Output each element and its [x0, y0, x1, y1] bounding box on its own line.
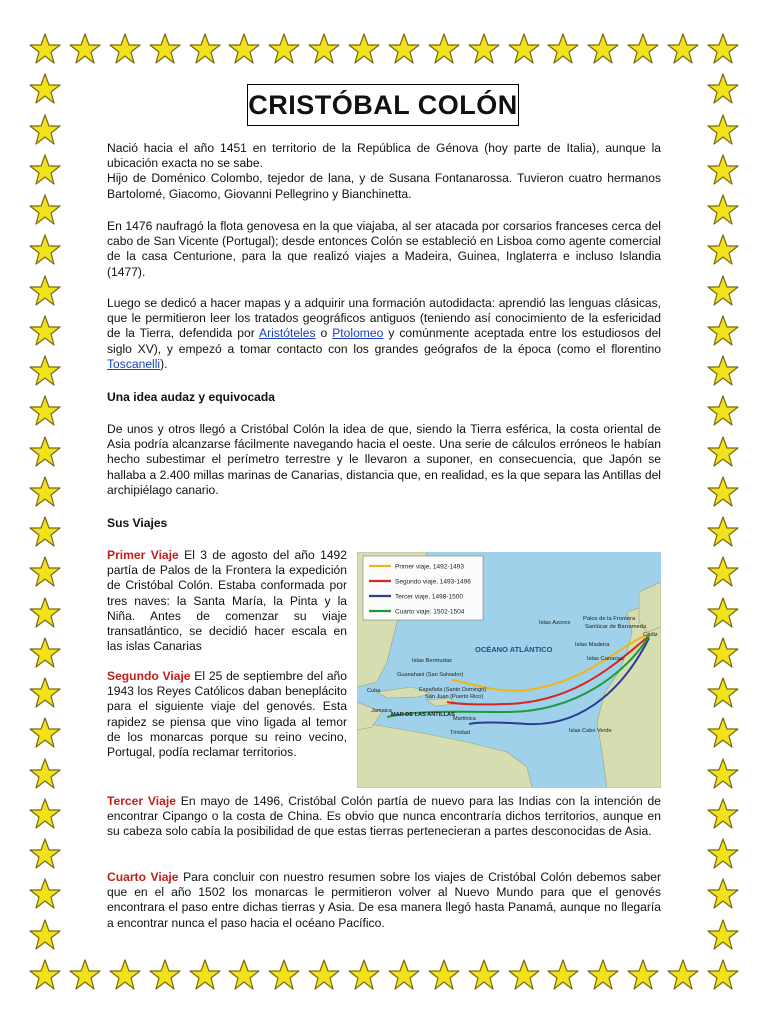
paragraph-segundo-viaje — [107, 669, 347, 760]
star-icon — [706, 636, 740, 670]
paragraph-text: El 25 de septiembre del año 1943 los Reyes Católicos daban beneplácito para el siguiente viaje del genovés. Esta rapidez se piensa que vino ligada al temor de los monarcas porque su reino vecino, Portugal, podía reclamar territorios. — [107, 669, 347, 760]
star-icon — [307, 32, 341, 66]
label-espanola: Española (Santo Domingo) — [419, 687, 487, 693]
star-icon — [28, 676, 62, 710]
paragraph-birth — [107, 141, 661, 202]
star-icon — [347, 32, 381, 66]
star-icon — [28, 153, 62, 187]
paragraph-text: Para concluir con nuestro resumen sobre los viajes de Cristóbal Colón debemos saber que en el año 1502 los monarcas le permitieron volver al Nuevo Mundo para que el genovés encontrara el paso entre dichas tierras y Asia. De esa manera llegó hasta Panamá, aunque no llegaría a encontrar nunca el paso hacia el océano Pacífico. — [107, 870, 661, 930]
star-icon — [586, 958, 620, 992]
label-martinica: Martinica — [453, 716, 476, 722]
star-icon — [387, 958, 421, 992]
star-icon — [28, 435, 62, 469]
legend-label: Primer viaje, 1492-1493 — [395, 563, 465, 571]
star-icon — [28, 958, 62, 992]
star-icon — [68, 32, 102, 66]
star-icon — [108, 32, 142, 66]
star-icon — [546, 32, 580, 66]
paragraph-text: ). — [160, 356, 168, 371]
star-icon — [706, 233, 740, 267]
star-icon — [68, 958, 102, 992]
star-icon — [28, 113, 62, 147]
star-icon — [507, 958, 541, 992]
star-icon — [28, 636, 62, 670]
voyages-map — [357, 552, 661, 788]
star-icon — [706, 555, 740, 589]
ocean-label: OCÉANO ATLÁNTICO — [475, 645, 553, 654]
star-icon — [706, 72, 740, 106]
paragraph-text: El 3 de agosto del año 1492 partía de Palos de la Frontera la expedición de Cristóbal Colón. Estaba conformada por tres naves: la Santa María, la Pinta y la Niña. Antes de comenzar su viaje transatlántico, se decidió hacer escala en las islas Canarias — [107, 548, 348, 654]
label-bermudas: Islas Bermudas — [412, 658, 452, 664]
legend-label: Tercer viaje, 1498-1500 — [395, 593, 463, 601]
legend-label: Cuarto viaje, 1502-1504 — [395, 608, 465, 616]
map-landmass-south-america — [357, 722, 532, 788]
paragraph-cuarto-viaje — [107, 870, 661, 931]
label-palos: Palos de la Frontera — [583, 616, 636, 622]
star-icon — [706, 837, 740, 871]
paragraph-text: Luego se dedicó a hacer mapas y a adquirir una formación autodidacta: aprendió las lenguas clásicas, que le permitieron leer los tratados geográficos antiguos (teniendo así conocimiento de la esfericidad de la Tierra, defendida por — [107, 296, 661, 341]
star-icon — [148, 958, 182, 992]
star-icon — [267, 32, 301, 66]
star-icon — [706, 354, 740, 388]
star-icon — [706, 153, 740, 187]
star-icon — [28, 354, 62, 388]
star-icon — [28, 32, 62, 66]
star-icon — [626, 32, 660, 66]
star-icon — [227, 958, 261, 992]
label-mar-antillas: MAR DE LAS ANTILLAS — [391, 712, 455, 718]
paragraph-tercer-viaje — [107, 794, 661, 840]
star-icon — [28, 918, 62, 952]
star-icon — [706, 716, 740, 750]
star-icon — [28, 233, 62, 267]
label-segundo-viaje: Segundo Viaje — [107, 669, 191, 683]
star-icon — [427, 958, 461, 992]
label-madeira: Islas Madeira — [575, 642, 610, 648]
star-icon — [706, 877, 740, 911]
star-icon — [347, 958, 381, 992]
star-icon — [227, 32, 261, 66]
section-heading-idea: Una idea audaz y equivocada — [107, 390, 276, 404]
star-icon — [706, 435, 740, 469]
legend-label: Segundo viaje, 1493-1496 — [395, 578, 471, 586]
paragraph-idea: De unos y otros llegó a Cristóbal Colón la idea de que, siendo la Tierra esférica, la costa oriental de Asia podría alcanzarse fácilmente navegando hacia el oeste. Una serie de cálculos erróneos le habían hecho subestimar el perímetro terrestre y le llevaron a suponer, en consecuencia, que Japón se hallaba a 2.400 millas marinas de Canarias, distancia que, en realidad, es la que separa las Antillas del archipiélago canario. — [107, 422, 661, 497]
star-icon — [28, 596, 62, 630]
star-icon — [28, 757, 62, 791]
page-title: CRISTÓBAL COLÓN — [247, 84, 519, 126]
star-icon — [467, 958, 501, 992]
star-icon — [28, 515, 62, 549]
star-icon — [706, 394, 740, 428]
star-icon — [28, 797, 62, 831]
label-primer-viaje: Primer Viaje — [107, 548, 179, 562]
label-jamaica: Jamaica — [371, 708, 392, 714]
star-icon — [706, 113, 740, 147]
star-icon — [706, 958, 740, 992]
label-trinidad: Trinidad — [450, 730, 471, 736]
star-icon — [188, 958, 222, 992]
star-icon — [28, 475, 62, 509]
star-icon — [706, 757, 740, 791]
star-icon — [387, 32, 421, 66]
star-icon — [586, 32, 620, 66]
star-icon — [626, 958, 660, 992]
label-guanahani: Guanahani (San Salvador) — [397, 672, 464, 678]
star-icon — [706, 918, 740, 952]
label-cuba: Cuba — [367, 688, 381, 694]
star-icon — [267, 958, 301, 992]
label-sanjuan: San Juan (Puerto Rico) — [425, 694, 484, 700]
star-icon — [28, 716, 62, 750]
star-icon — [28, 193, 62, 227]
star-icon — [706, 797, 740, 831]
star-icon — [706, 475, 740, 509]
label-azores: Islas Azores — [539, 620, 571, 626]
paragraph-primer-viaje — [107, 548, 347, 654]
paragraph-text: y comúnmente aceptada entre los estudiosos del siglo XV), y empezó a tomar contacto con los grandes geógrafos de la época (como el florentino — [107, 326, 661, 356]
star-icon — [148, 32, 182, 66]
link-ptolomeo[interactable]: Ptolomeo — [332, 326, 384, 341]
label-canarias: Islas Canarias — [587, 656, 624, 662]
star-icon — [307, 958, 341, 992]
link-aristoteles[interactable]: Aristóteles — [259, 326, 316, 341]
star-icon — [706, 193, 740, 227]
paragraph-text: Hijo de Doménico Colombo, tejedor de lana, y de Susana Fontanarossa. Tuvieron cuatro hermanos Bartolomé, Giacomo, Giovanni Pellegrino y Bianchinetta. — [107, 171, 661, 201]
star-icon — [706, 32, 740, 66]
star-icon — [706, 515, 740, 549]
paragraph-text: o — [315, 326, 333, 341]
star-icon — [706, 676, 740, 710]
label-tercer-viaje: Tercer Viaje — [107, 794, 176, 808]
label-cuarto-viaje: Cuarto Viaje — [107, 870, 179, 884]
star-icon — [28, 72, 62, 106]
star-icon — [427, 32, 461, 66]
star-icon — [706, 596, 740, 630]
paragraph-shipwreck: En 1476 naufragó la flota genovesa en la que viajaba, al ser atacada por corsarios franceses cerca del cabo de San Vicente (Portugal); desde entonces Colón se estableció en Lisboa como agente comercial de la casa Centurione, para la que realizó viajes a Madeira, Guinea, Inglaterra e incluso Islandia (1477). — [107, 219, 661, 279]
star-icon — [706, 314, 740, 348]
star-icon — [28, 555, 62, 589]
star-icon — [546, 958, 580, 992]
star-icon — [666, 958, 700, 992]
paragraph-text: En mayo de 1496, Cristóbal Colón partía de nuevo para las Indias con la intención de encontrar Cipango o la costa de China. Es obvio que nunca encontraría dichos territorios, aunque en su cabeza solo cabía la posibilidad de que estas tierras pertenecieran a partes desconocidas de Asia. — [107, 794, 661, 839]
star-icon — [188, 32, 222, 66]
star-icon — [28, 314, 62, 348]
star-icon — [28, 877, 62, 911]
star-icon — [507, 32, 541, 66]
star-icon — [28, 837, 62, 871]
star-icon — [28, 394, 62, 428]
star-icon — [108, 958, 142, 992]
label-caboverde: Islas Cabo Verde — [569, 728, 612, 734]
star-icon — [467, 32, 501, 66]
star-icon — [666, 32, 700, 66]
section-heading-viajes: Sus Viajes — [107, 516, 168, 530]
paragraph-education — [107, 296, 661, 372]
star-icon — [706, 274, 740, 308]
link-toscanelli[interactable]: Toscanelli — [107, 356, 161, 371]
paragraph-text: Nació hacia el año 1451 en territorio de la República de Génova (hoy parte de Italia), aunque la ubicación exacta no se sabe. — [107, 141, 661, 171]
label-sanlucar: Sanlúcar de Barrameda — [585, 624, 647, 630]
label-cadiz: Cádiz — [643, 632, 658, 638]
star-icon — [28, 274, 62, 308]
